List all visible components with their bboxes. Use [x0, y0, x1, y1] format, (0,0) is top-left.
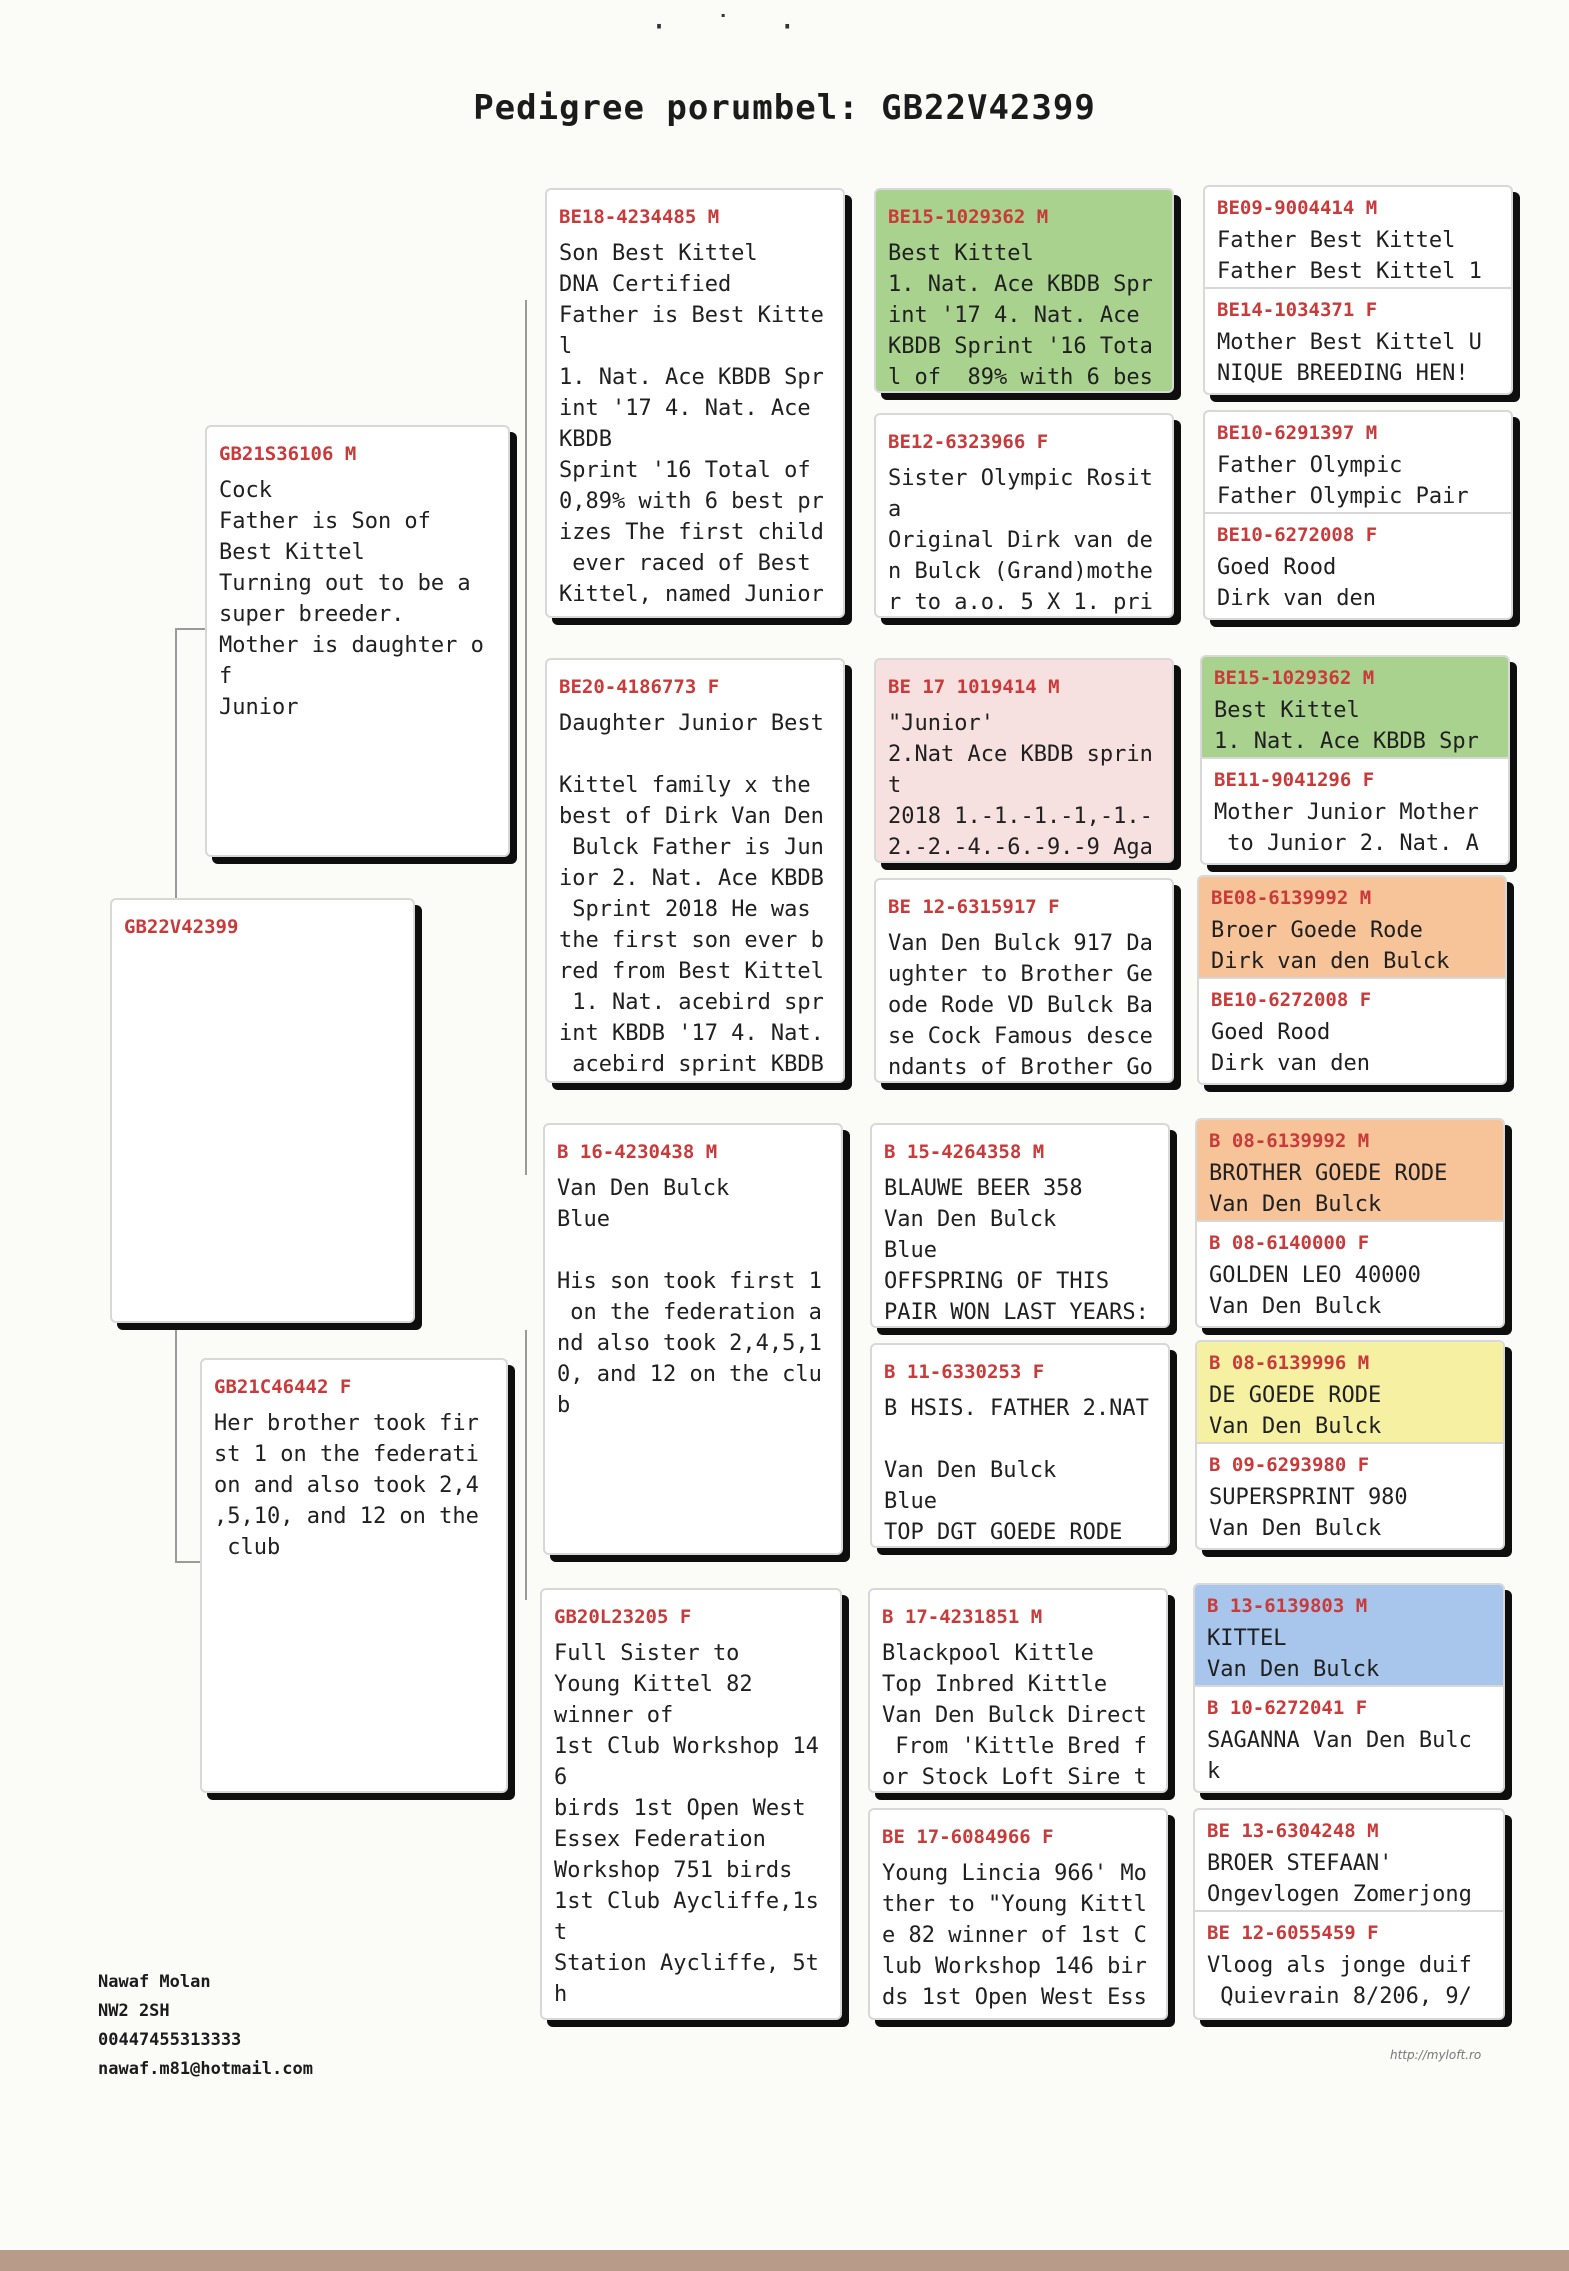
- ring-id: BE 12-6055459 F: [1207, 1922, 1379, 1944]
- great-grandparent-card[interactable]: [868, 1588, 1168, 1793]
- connector-line: [525, 1330, 527, 1600]
- g4-female: [1205, 512, 1511, 614]
- description: Her brother took fir st 1 on the federati on and also took 2,4 ,5,10, and 12 on the club: [214, 1411, 479, 1560]
- g4-pair-card[interactable]: [1203, 185, 1513, 395]
- ring-id: BE15-1029362 M: [1214, 667, 1375, 689]
- great-grandparent-card[interactable]: [870, 1123, 1170, 1328]
- description: "Junior' 2.Nat Ace KBDB sprin t 2018 1.-1.-1.-1,-1.- 2.-2.-4.-6.-9.-9 Aga: [888, 711, 1153, 860]
- description: SAGANNA Van Den Bulc k: [1207, 1728, 1472, 1784]
- g4-male: [1199, 877, 1505, 977]
- great-grandparent-card[interactable]: [868, 1808, 1168, 2020]
- g4-pair-card[interactable]: [1203, 410, 1513, 620]
- page-title: Pedigree porumbel: GB22V42399: [473, 88, 1096, 128]
- grandparent-card[interactable]: [540, 1588, 842, 2020]
- owner-contact: [98, 1968, 313, 2084]
- g4-male: [1197, 1342, 1503, 1442]
- ring-id: BE10-6272008 F: [1217, 524, 1378, 546]
- ring-id: BE12-6323966 F: [888, 431, 1049, 453]
- description: SUPERSPRINT 980 Van Den Bulck: [1209, 1485, 1408, 1541]
- ring-id: BE18-4234485 M: [559, 206, 720, 228]
- description: BLAUWE BEER 358 Van Den Bulck Blue OFFSPRING OF THIS PAIR WON LAST YEARS:: [884, 1176, 1149, 1325]
- grandparent-card[interactable]: [543, 1123, 843, 1555]
- great-grandparent-card[interactable]: [874, 188, 1174, 393]
- description: Mother Junior Mother to Junior 2. Nat. A: [1214, 800, 1479, 856]
- g4-pair-card[interactable]: [1197, 875, 1507, 1085]
- description: BROER STEFAAN' Ongevlogen Zomerjong: [1207, 1851, 1472, 1907]
- g4-male: [1205, 187, 1511, 287]
- grandparent-card[interactable]: [545, 658, 845, 1083]
- description: Van Den Bulck Blue His son took first 1 on the federation a nd also took 2,4,5,1 0, and 12 on the clu b: [557, 1176, 822, 1418]
- description: Broer Goede Rode Dirk van den Bulck: [1211, 918, 1450, 974]
- connector-line: [175, 628, 205, 630]
- description: Van Den Bulck 917 Da ughter to Brother Ge ode Rode VD Bulck Ba se Cock Famous desce ndants of Brother Go: [888, 931, 1153, 1080]
- g4-female: [1205, 287, 1511, 389]
- great-grandparent-card[interactable]: [870, 1343, 1170, 1548]
- ring-id: BE 17-6084966 F: [882, 1826, 1054, 1848]
- description: Cock Father is Son of Best Kittel Turning out to be a super breeder. Mother is daughter o f Junior: [219, 478, 484, 720]
- g4-female: [1195, 1685, 1503, 1787]
- ring-id: B 11-6330253 F: [884, 1361, 1045, 1383]
- great-grandparent-card[interactable]: [874, 878, 1174, 1083]
- g4-male: [1195, 1810, 1503, 1910]
- g4-pair-card[interactable]: [1200, 655, 1510, 865]
- ring-id: B 10-6272041 F: [1207, 1697, 1368, 1719]
- ring-id: B 09-6293980 F: [1209, 1454, 1370, 1476]
- description: Blackpool Kittle Top Inbred Kittle Van Den Bulck Direct From 'Kittle Bred f or Stock Loft Sire t: [882, 1641, 1147, 1790]
- ring-id: BE 12-6315917 F: [888, 896, 1060, 918]
- ring-id: GB20L23205 F: [554, 1606, 692, 1628]
- g4-male: [1197, 1120, 1503, 1220]
- g4-male: [1205, 412, 1511, 512]
- description: Young Lincia 966' Mo ther to "Young Kittl e 82 winner of 1st C lub Workshop 146 bir ds 1st Open West Ess: [882, 1861, 1147, 2010]
- owner-email: nawaf.m81@hotmail.com: [98, 2059, 313, 2079]
- ring-id: GB21C46442 F: [214, 1376, 352, 1398]
- g4-pair-card[interactable]: [1195, 1118, 1505, 1328]
- g4-female: [1197, 1220, 1503, 1322]
- ring-id: BE09-9004414 M: [1217, 197, 1378, 219]
- g4-female: [1202, 757, 1508, 859]
- description: Father Best Kittel Father Best Kittel 1: [1217, 228, 1482, 284]
- description: BROTHER GOEDE RODE Van Den Bulck: [1209, 1161, 1448, 1217]
- description: Daughter Junior Best Kittel family x the best of Dirk Van Den Bulck Father is Jun ior 2. Nat. Ace KBDB Sprint 2018 He was the first son ever b red from Best Kittel 1. Nat. acebird spr int KBDB '17 4. Nat. acebird sprint KBDB: [559, 711, 824, 1077]
- ring-id: BE11-9041296 F: [1214, 769, 1375, 791]
- connector-line: [525, 300, 527, 1175]
- description: Son Best Kittel DNA Certified Father is Best Kitte l 1. Nat. Ace KBDB Spr int '17 4. Nat. Ace KBDB Sprint '16 Total of 0,89% with 6 best pr izes The first child ever raced of Best Kittel, named Junior: [559, 241, 824, 607]
- description: Goed Rood Dirk van den: [1211, 1020, 1370, 1076]
- ring-id: BE 17 1019414 M: [888, 676, 1060, 698]
- description: Full Sister to Young Kittel 82 winner of 1st Club Workshop 14 6 birds 1st Open West Essex Federation Workshop 751 birds 1st Club Aycliffe,1s t Station Aycliffe, 5t h: [554, 1641, 819, 2007]
- description: B HSIS. FATHER 2.NAT Van Den Bulck Blue TOP DGT GOEDE RODE: [884, 1396, 1149, 1545]
- great-grandparent-card[interactable]: [874, 413, 1174, 618]
- great-grandparent-card[interactable]: [874, 658, 1174, 863]
- g4-male: [1195, 1585, 1503, 1685]
- description: Mother Best Kittel U NIQUE BREEDING HEN!: [1217, 330, 1482, 386]
- subject-ring-id: GB22V42399: [124, 916, 239, 938]
- dam-card[interactable]: [200, 1358, 508, 1793]
- description: DE GOEDE RODE Van Den Bulck: [1209, 1383, 1382, 1439]
- g4-male: [1202, 657, 1508, 757]
- ring-id: B 15-4264358 M: [884, 1141, 1045, 1163]
- description: KITTEL Van Den Bulck: [1207, 1626, 1380, 1682]
- g4-female: [1195, 1910, 1503, 2012]
- description: Best Kittel 1. Nat. Ace KBDB Spr: [1214, 698, 1479, 754]
- background-strip: [0, 2250, 1569, 2271]
- description: GOLDEN LEO 40000 Van Den Bulck: [1209, 1263, 1421, 1319]
- decorative-dots: · ˙ ·: [650, 10, 811, 45]
- owner-postcode: NW2 2SH: [98, 2001, 170, 2021]
- watermark: http://myloft.ro: [1390, 2048, 1482, 2062]
- g4-pair-card[interactable]: [1193, 1583, 1505, 1793]
- subject-card[interactable]: [110, 898, 415, 1323]
- ring-id: BE 13-6304248 M: [1207, 1820, 1379, 1842]
- owner-phone: 00447455313333: [98, 2030, 242, 2050]
- ring-id: B 08-6139992 M: [1209, 1130, 1370, 1152]
- description: Sister Olympic Rosit a Original Dirk van de n Bulck (Grand)mothe r to a.o. 5 X 1. pri: [888, 466, 1153, 615]
- ring-id: B 16-4230438 M: [557, 1141, 718, 1163]
- owner-name: Nawaf Molan: [98, 1972, 211, 1992]
- g4-female: [1197, 1442, 1503, 1544]
- ring-id: BE14-1034371 F: [1217, 299, 1378, 321]
- description: Goed Rood Dirk van den: [1217, 555, 1376, 611]
- g4-female: [1199, 977, 1505, 1079]
- ring-id: B 08-6140000 F: [1209, 1232, 1370, 1254]
- ring-id: BE08-6139992 M: [1211, 887, 1372, 909]
- ring-id: BE20-4186773 F: [559, 676, 720, 698]
- description: Father Olympic Father Olympic Pair: [1217, 453, 1469, 509]
- ring-id: GB21S36106 M: [219, 443, 357, 465]
- ring-id: B 08-6139996 M: [1209, 1352, 1370, 1374]
- ring-id: BE10-6272008 F: [1211, 989, 1372, 1011]
- description: Best Kittel 1. Nat. Ace KBDB Spr int '17 4. Nat. Ace KBDB Sprint '16 Tota l of 89% with 6 bes: [888, 241, 1153, 390]
- grandparent-card[interactable]: [545, 188, 845, 618]
- ring-id: B 13-6139803 M: [1207, 1595, 1368, 1617]
- ring-id: BE15-1029362 M: [888, 206, 1049, 228]
- description: Vloog als jonge duif Quievrain 8/206, 9/: [1207, 1953, 1472, 2009]
- g4-pair-card[interactable]: [1193, 1808, 1505, 2020]
- sire-card[interactable]: [205, 425, 510, 857]
- g4-pair-card[interactable]: [1195, 1340, 1505, 1550]
- ring-id: BE10-6291397 M: [1217, 422, 1378, 444]
- ring-id: B 17-4231851 M: [882, 1606, 1043, 1628]
